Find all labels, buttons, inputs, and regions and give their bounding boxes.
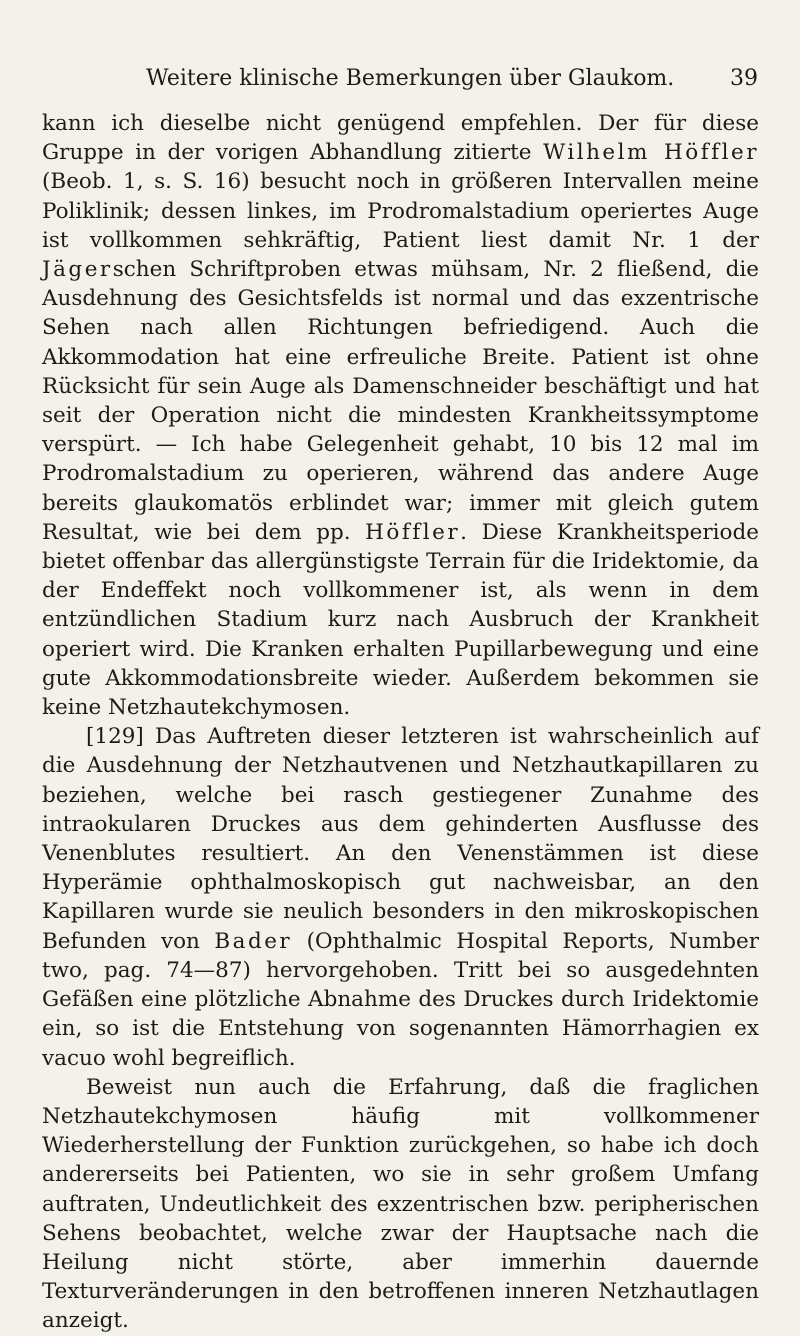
text-run: Beweist nun auch die Erfahrung, daß die fraglichen Netzhautekchymosen häufig mit vollkommener Wiederherstellung der Funktion zurückgehen, so habe ich doch andererseits bei Patienten, wo sie in sehr großem Umfang auftraten, Undeutlichkeit des exzentrischen bzw. peripherischen Sehens beobachtet, welche zwar der Hauptsache nach die Heilung nicht störte, aber immerhin dauernde Texturveränderungen in den betroffenen inneren Netzhautlagen anzeigt. [42, 1074, 759, 1334]
page-number: 39 [730, 66, 758, 91]
text-run: kann ich dieselbe nicht genügend empfehlen. Der für diese Gruppe in der vorigen Abhandlung zitierte [42, 111, 759, 166]
text-run: . Diese Krankheitsperiode bietet offenbar das allergünstigste Terrain für die Iridektomie, da der Endeffekt noch vollkommener ist, als wenn in dem entzündlichen Stadium kurz nach Ausbruch der Krankheit operiert wird. Die Kranken erhalten Pupillarbewegung und eine gute Akkommodationsbreite wieder. Außerdem bekommen sie keine Netzhautekchymosen. [42, 519, 759, 721]
paragraph-3 [42, 1073, 759, 1336]
body-text [42, 109, 759, 1336]
text-run: (Beob. 1, s. S. 16) besucht noch in größeren Intervallen meine Poliklinik; dessen linkes, im Prodromalstadium operiertes Auge ist vollkommen sehkräftig, Patient liest damit Nr. 1 der [42, 169, 759, 253]
person-name-hoeffler: Höffler [365, 519, 461, 545]
paragraph-1 [42, 109, 759, 722]
person-name-bader: Bader [214, 928, 293, 954]
person-name-jaeger: Jäger [42, 257, 113, 283]
text-run: [129] Das Auftreten dieser letzteren ist wahrscheinlich auf die Ausdehnung der Netzhautvenen und Netzhautkapillaren zu beziehen, welche bei rasch gestiegener Zunahme des intraokularen Druckes aus dem gehinderten Ausflusse des Venenblutes resultiert. An den Venenstämmen ist diese Hyperämie ophthalmoskopisch gut nachweisbar, an den Kapillaren wurde sie neulich besonders in den mikroskopischen Befunden von [42, 724, 759, 954]
running-title: Weitere klinische Bemerkungen über Glaukom. [146, 66, 675, 91]
text-run: schen Schriftproben etwas mühsam, Nr. 2 fließend, die Ausdehnung des Gesichtsfelds ist normal und das exzentrische Sehen nach allen Richtungen befriedigend. Auch die Akkommodation hat eine erfreuliche Breite. Patient ist ohne Rücksicht für sein Auge als Damenschneider beschäftigt und hat seit der Operation nicht die mindesten Krankheitssymptome verspürt. — Ich habe Gelegenheit gehabt, 10 bis 12 mal im Prodromalstadium zu operieren, während das andere Auge bereits glaukomatös erblindet war; immer mit gleich gutem Resultat, wie bei dem pp. [42, 257, 759, 545]
page-header [146, 62, 758, 96]
text-run: (Ophthalmic Hospital Reports, Number two, pag. 74—87) hervorgehoben. Tritt bei so ausgedehnten Gefäßen eine plötzliche Abnahme des Druckes durch Iridektomie ein, so ist die Entstehung von sogenannten Hämorrhagien ex vacuo wohl begreiflich. [42, 928, 759, 1071]
paragraph-2 [42, 722, 759, 1072]
person-name-hoeffler: Wilhelm Höffler [543, 140, 759, 166]
